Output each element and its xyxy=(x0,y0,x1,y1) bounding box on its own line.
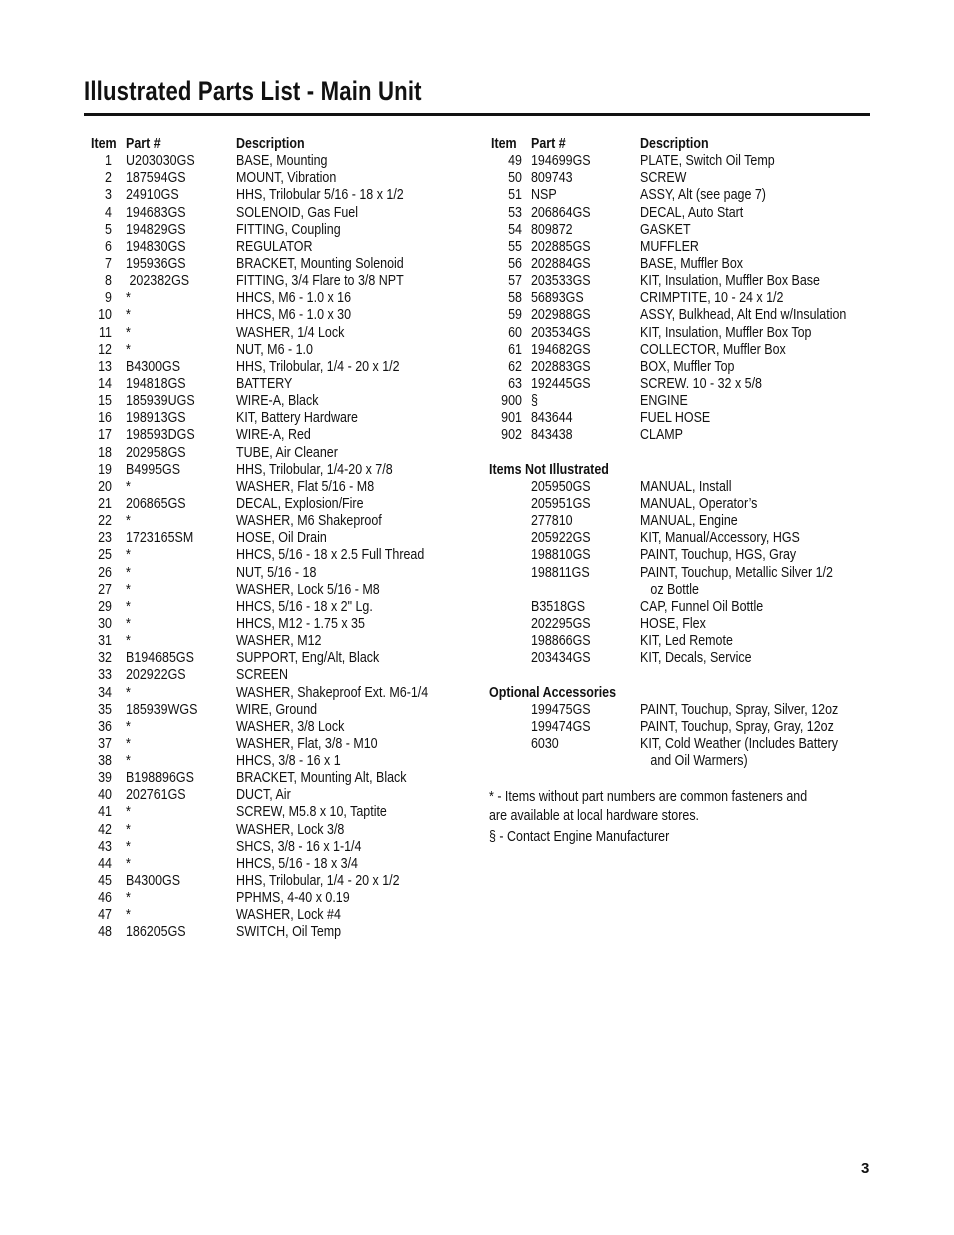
part-number: * xyxy=(126,633,131,650)
item-number: 29 xyxy=(98,598,112,615)
item-number: 4 xyxy=(105,204,112,221)
description: HHCS, M6 - 1.0 x 30 xyxy=(236,307,352,324)
description: WASHER, M6 Shakeproof xyxy=(236,513,382,530)
part-number: B4995GS xyxy=(126,461,181,478)
item-number: 23 xyxy=(98,530,112,547)
part-number: 202883GS xyxy=(531,358,591,375)
part-number: * xyxy=(126,804,131,821)
item-number: 26 xyxy=(98,564,112,581)
description: MANUAL, Engine xyxy=(640,513,738,530)
part-number: 202885GS xyxy=(531,238,591,255)
description: WIRE-A, Red xyxy=(236,427,311,444)
part-number: 202988GS xyxy=(531,307,591,324)
description: HHCS, M6 - 1.0 x 16 xyxy=(236,290,352,307)
part-number: 185939UGS xyxy=(126,393,195,410)
item-number: 30 xyxy=(98,615,112,632)
item-number: 37 xyxy=(98,735,112,752)
item-number: 20 xyxy=(98,478,112,495)
description: DECAL, Auto Start xyxy=(640,204,744,221)
part-number: * xyxy=(126,684,131,701)
description: HHS, Trilobular, 1/4 - 20 x 1/2 xyxy=(236,358,400,375)
description: WASHER, Lock 3/8 xyxy=(236,821,345,838)
item-number: 38 xyxy=(98,753,112,770)
description: COLLECTOR, Muffler Box xyxy=(640,341,786,358)
description: and Oil Warmers) xyxy=(640,753,748,770)
description: NUT, 5/16 - 18 xyxy=(236,564,317,581)
description: REGULATOR xyxy=(236,238,313,255)
item-number: 50 xyxy=(508,170,522,187)
item-number: 45 xyxy=(98,873,112,890)
item-number: 43 xyxy=(98,838,112,855)
part-number: 1723165SM xyxy=(126,530,194,547)
item-number: 22 xyxy=(98,513,112,530)
part-number: B3518GS xyxy=(531,598,586,615)
description: PAINT, Touchup, Spray, Silver, 12oz xyxy=(640,701,839,718)
item-number: 11 xyxy=(99,324,112,341)
item-number: 56 xyxy=(508,255,522,272)
part-number: * xyxy=(126,478,131,495)
part-number: 205950GS xyxy=(531,478,591,495)
part-number: * xyxy=(126,307,131,324)
part-number: 185939WGS xyxy=(126,701,198,718)
part-number: * xyxy=(126,718,131,735)
part-number: B4300GS xyxy=(126,873,181,890)
section-title: Optional Accessories xyxy=(489,684,617,701)
description: MANUAL, Install xyxy=(640,478,732,495)
description: SUPPORT, Eng/Alt, Black xyxy=(236,650,380,667)
part-number: * xyxy=(126,513,131,530)
part-number: 194699GS xyxy=(531,153,591,170)
part-number: 843438 xyxy=(531,427,573,444)
part-number: * xyxy=(126,290,131,307)
description: Description xyxy=(640,136,709,152)
item-number: 7 xyxy=(105,255,112,272)
description: Description xyxy=(236,136,305,152)
part-number: 206864GS xyxy=(531,204,591,221)
description: WIRE-A, Black xyxy=(236,393,319,410)
part-number: 198810GS xyxy=(531,547,591,564)
item-number: 32 xyxy=(98,650,112,667)
part-number: * xyxy=(126,598,131,615)
note-fasteners-line1: * - Items without part numbers are common fasteners and xyxy=(489,789,808,805)
description: FUEL HOSE xyxy=(640,410,711,427)
part-number: 843644 xyxy=(531,410,573,427)
description: KIT, Insulation, Muffler Box Base xyxy=(640,273,820,290)
item-number: 8 xyxy=(105,273,112,290)
part-number: 202922GS xyxy=(126,667,186,684)
part-number: § xyxy=(531,393,538,410)
description: SCREW xyxy=(640,170,687,187)
item-number: 13 xyxy=(98,358,112,375)
item-number: 35 xyxy=(98,701,112,718)
item-number: 18 xyxy=(98,444,112,461)
part-number: 206865GS xyxy=(126,495,186,512)
part-number: 203533GS xyxy=(531,273,591,290)
description: SCREW. 10 - 32 x 5/8 xyxy=(640,375,762,392)
part-number: NSP xyxy=(531,187,557,204)
description: CRIMPTITE, 10 - 24 x 1/2 xyxy=(640,290,784,307)
part-number: U203030GS xyxy=(126,153,195,170)
part-number: 198593DGS xyxy=(126,427,195,444)
description: HHS, Trilobular, 1/4 - 20 x 1/2 xyxy=(236,873,400,890)
part-number: 205922GS xyxy=(531,530,591,547)
part-number: 202382GS xyxy=(126,273,190,290)
item-number: 16 xyxy=(98,410,112,427)
note-fasteners-line2: are available at local hardware stores. xyxy=(489,808,700,824)
description: KIT, Led Remote xyxy=(640,633,733,650)
description: BASE, Muffler Box xyxy=(640,255,744,272)
description: WASHER, M12 xyxy=(236,633,322,650)
item-number: 62 xyxy=(508,358,522,375)
item-number: 57 xyxy=(508,273,522,290)
part-number: 203434GS xyxy=(531,650,591,667)
description: ENGINE xyxy=(640,393,688,410)
item-number: 1 xyxy=(105,153,112,170)
part-number: 186205GS xyxy=(126,924,186,941)
description: HHCS, 5/16 - 18 x 2" Lg. xyxy=(236,598,373,615)
item-number: 42 xyxy=(98,821,112,838)
description: HOSE, Oil Drain xyxy=(236,530,327,547)
description: WASHER, Flat, 3/8 - M10 xyxy=(236,735,378,752)
item-number: 58 xyxy=(508,290,522,307)
item-number: 44 xyxy=(98,855,112,872)
part-number: 809872 xyxy=(531,221,573,238)
description: KIT, Cold Weather (Includes Battery xyxy=(640,735,839,752)
part-number: * xyxy=(126,564,131,581)
item-number: Item xyxy=(91,136,117,152)
description: ASSY, Bulkhead, Alt End w/Insulation xyxy=(640,307,847,324)
item-number: 901 xyxy=(501,410,522,427)
part-number: * xyxy=(126,547,131,564)
item-number: 59 xyxy=(508,307,522,324)
description: BRACKET, Mounting Alt, Black xyxy=(236,770,407,787)
description: CAP, Funnel Oil Bottle xyxy=(640,598,764,615)
part-number: * xyxy=(126,324,131,341)
item-number: 27 xyxy=(98,581,112,598)
description: SCREW, M5.8 x 10, Taptite xyxy=(236,804,387,821)
part-number: 6030 xyxy=(531,735,559,752)
item-number: 49 xyxy=(508,153,522,170)
part-number: 194682GS xyxy=(531,341,591,358)
part-number: 194830GS xyxy=(126,238,186,255)
description: PAINT, Touchup, Spray, Gray, 12oz xyxy=(640,718,834,735)
note-engine-manufacturer: § - Contact Engine Manufacturer xyxy=(489,829,670,845)
item-number: 902 xyxy=(501,427,522,444)
item-number: 6 xyxy=(105,238,112,255)
description: TUBE, Air Cleaner xyxy=(236,444,338,461)
description: KIT, Decals, Service xyxy=(640,650,752,667)
part-number: * xyxy=(126,890,131,907)
item-number: 36 xyxy=(98,718,112,735)
part-number: * xyxy=(126,735,131,752)
description: KIT, Insulation, Muffler Box Top xyxy=(640,324,812,341)
part-number: 205951GS xyxy=(531,495,591,512)
item-number: 17 xyxy=(98,427,112,444)
item-number: 39 xyxy=(98,770,112,787)
item-number: 51 xyxy=(508,187,522,204)
item-number: 14 xyxy=(98,375,112,392)
part-number: Part # xyxy=(126,136,161,152)
description: SHCS, 3/8 - 16 x 1-1/4 xyxy=(236,838,362,855)
description: BRACKET, Mounting Solenoid xyxy=(236,255,404,272)
description: SCREEN xyxy=(236,667,288,684)
item-number: 53 xyxy=(508,204,522,221)
description: DUCT, Air xyxy=(236,787,291,804)
part-number: 202958GS xyxy=(126,444,186,461)
item-number: 34 xyxy=(98,684,112,701)
description: WASHER, Shakeproof Ext. M6-1/4 xyxy=(236,684,429,701)
part-number: * xyxy=(126,753,131,770)
part-number: * xyxy=(126,615,131,632)
part-number: 199474GS xyxy=(531,718,591,735)
description: MUFFLER xyxy=(640,238,699,255)
part-number: 203534GS xyxy=(531,324,591,341)
description: HHCS, M12 - 1.75 x 35 xyxy=(236,615,365,632)
part-number: * xyxy=(126,838,131,855)
item-number: 900 xyxy=(501,393,522,410)
description: SWITCH, Oil Temp xyxy=(236,924,342,941)
item-number: 9 xyxy=(105,290,112,307)
part-number: 195936GS xyxy=(126,255,186,272)
part-number: * xyxy=(126,907,131,924)
description: HHCS, 3/8 - 16 x 1 xyxy=(236,753,341,770)
item-number: 40 xyxy=(98,787,112,804)
part-number: B198896GS xyxy=(126,770,194,787)
description: BOX, Muffler Top xyxy=(640,358,735,375)
description: NUT, M6 - 1.0 xyxy=(236,341,313,358)
part-number: 199475GS xyxy=(531,701,591,718)
description: MOUNT, Vibration xyxy=(236,170,337,187)
part-number: 198866GS xyxy=(531,633,591,650)
item-number: 2 xyxy=(105,170,112,187)
description: WIRE, Ground xyxy=(236,701,318,718)
item-number: 15 xyxy=(98,393,112,410)
description: HHCS, 5/16 - 18 x 2.5 Full Thread xyxy=(236,547,425,564)
description: PAINT, Touchup, Metallic Silver 1/2 xyxy=(640,564,833,581)
item-number: 47 xyxy=(98,907,112,924)
part-number: 24910GS xyxy=(126,187,179,204)
part-number: 198913GS xyxy=(126,410,186,427)
item-number: 19 xyxy=(98,461,112,478)
description: WASHER, Flat 5/16 - M8 xyxy=(236,478,375,495)
description: BASE, Mounting xyxy=(236,153,328,170)
item-number: 12 xyxy=(98,341,112,358)
item-number: 33 xyxy=(98,667,112,684)
description: ASSY, Alt (see page 7) xyxy=(640,187,766,204)
title-divider xyxy=(84,113,870,116)
description: HHCS, 5/16 - 18 x 3/4 xyxy=(236,855,358,872)
item-number: 63 xyxy=(508,375,522,392)
description: oz Bottle xyxy=(640,581,699,598)
part-number: 187594GS xyxy=(126,170,186,187)
item-number: 3 xyxy=(105,187,112,204)
description: CLAMP xyxy=(640,427,683,444)
item-number: 48 xyxy=(98,924,112,941)
description: MANUAL, Operator’s xyxy=(640,495,758,512)
description: BATTERY xyxy=(236,375,293,392)
description: DECAL, Explosion/Fire xyxy=(236,495,364,512)
description: SOLENOID, Gas Fuel xyxy=(236,204,358,221)
part-number: 198811GS xyxy=(531,564,590,581)
part-number: B4300GS xyxy=(126,358,181,375)
part-number: B194685GS xyxy=(126,650,194,667)
part-number: * xyxy=(126,855,131,872)
description: KIT, Manual/Accessory, HGS xyxy=(640,530,800,547)
item-number: Item xyxy=(491,136,517,152)
part-number: * xyxy=(126,341,131,358)
description: WASHER, Lock 5/16 - M8 xyxy=(236,581,380,598)
part-number: 809743 xyxy=(531,170,573,187)
item-number: 41 xyxy=(98,804,112,821)
description: HOSE, Flex xyxy=(640,615,706,632)
description: GASKET xyxy=(640,221,691,238)
part-number: 202761GS xyxy=(126,787,186,804)
description: HHS, Trilobular, 1/4-20 x 7/8 xyxy=(236,461,393,478)
item-number: 60 xyxy=(508,324,522,341)
item-number: 46 xyxy=(98,890,112,907)
item-number: 31 xyxy=(98,633,112,650)
part-number: 202884GS xyxy=(531,255,591,272)
section-title: Items Not Illustrated xyxy=(489,461,609,478)
part-number: 194683GS xyxy=(126,204,186,221)
description: WASHER, Lock #4 xyxy=(236,907,341,924)
item-number: 55 xyxy=(508,238,522,255)
item-number: 10 xyxy=(98,307,112,324)
part-number: 277810 xyxy=(531,513,573,530)
part-number: 194818GS xyxy=(126,375,186,392)
part-number: 194829GS xyxy=(126,221,186,238)
part-number: 56893GS xyxy=(531,290,584,307)
description: FITTING, 3/4 Flare to 3/8 NPT xyxy=(236,273,404,290)
item-number: 21 xyxy=(98,495,112,512)
page-number: 3 xyxy=(861,1160,870,1177)
description: PLATE, Switch Oil Temp xyxy=(640,153,775,170)
part-number: 192445GS xyxy=(531,375,591,392)
part-number: 202295GS xyxy=(531,615,591,632)
item-number: 61 xyxy=(508,341,522,358)
part-number: * xyxy=(126,581,131,598)
description: KIT, Battery Hardware xyxy=(236,410,358,427)
description: WASHER, 3/8 Lock xyxy=(236,718,345,735)
page-title: Illustrated Parts List - Main Unit xyxy=(84,76,422,106)
item-number: 54 xyxy=(508,221,522,238)
part-number: * xyxy=(126,821,131,838)
description: PAINT, Touchup, HGS, Gray xyxy=(640,547,797,564)
item-number: 5 xyxy=(105,221,112,238)
description: HHS, Trilobular 5/16 - 18 x 1/2 xyxy=(236,187,404,204)
item-number: 25 xyxy=(98,547,112,564)
part-number: Part # xyxy=(531,136,566,152)
description: PPHMS, 4-40 x 0.19 xyxy=(236,890,350,907)
description: WASHER, 1/4 Lock xyxy=(236,324,345,341)
description: FITTING, Coupling xyxy=(236,221,341,238)
